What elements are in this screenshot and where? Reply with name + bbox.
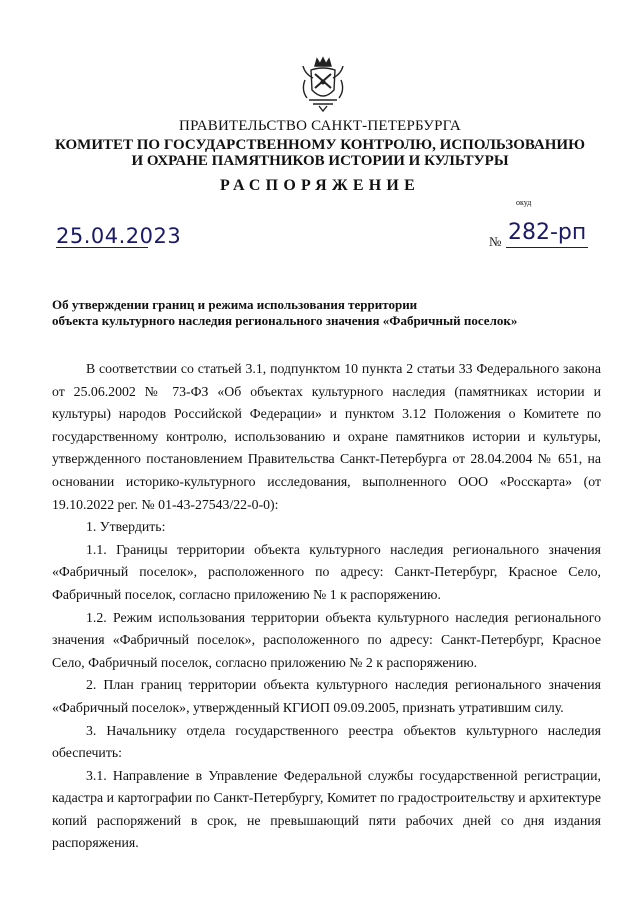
document-subject [52,297,517,329]
committee-title-line1: КОМИТЕТ ПО ГОСУДАРСТВЕННОМУ КОНТРОЛЮ, ИСПОЛЬЗОВАНИЮ [55,137,585,153]
okud-label: окуд [516,198,532,207]
number-sign: № [489,234,502,249]
paragraph-3-1: 3.1. Направление в Управление Федеральной службы государственной регистрации, кадастра и картографии по Санкт-Петербургу, Комитет по градостроительству и архитектуре копий распоряжений в срок, не превышающий пяти рабочих дней со дня издания распоряжения. [52,767,601,851]
paragraph-preamble: В соответствии со статьей 3.1, подпунктом 10 пункта 2 статьи 33 Федерального закона от 25.06.2002 № 73-ФЗ «Об объектах культурного наследия (памятниках истории и культуры) народов Российской Федерации» и пунктом 3.12 Положения о Комитете по государственному контролю, использованию и охране памятников истории и культуры, утвержденного постановлением Правительства Санкт-Петербурга от 28.04.2004 № 651, на основании историко-культурного исследования, выполненного ООО «Росскарта» (от 19.10.2022 рег. № 01-43-27543/22-0-0): [52,361,601,512]
committee-title-line2: И ОХРАНЕ ПАМЯТНИКОВ ИСТОРИИ И КУЛЬТУРЫ [131,153,509,169]
subject-line1: Об утверждении границ и режима использования территории [52,297,418,312]
paragraph-1: 1. Утвердить: [86,519,166,535]
committee-title [0,137,640,169]
paragraph-2: 2. План границ территории объекта культурного наследия регионального значения «Фабричный поселок», утвержденный КГИОП 09.09.2005, признать утратившим силу. [52,677,601,715]
paragraph-1-1: 1.1. Границы территории объекта культурного наследия регионального значения «Фабричный поселок», расположенного по адресу: Санкт-Петербург, Красное Село, Фабричный поселок, согласно приложению № 1 к распоряжению. [52,541,601,602]
document-date: 25.04.2023 [56,224,182,248]
date-underline [56,247,148,248]
subject-line2: объекта культурного наследия регионального значения «Фабричный поселок» [52,313,518,328]
coat-of-arms-icon [299,56,347,112]
document-body [52,358,601,855]
government-title: ПРАВИТЕЛЬСТВО САНКТ-ПЕТЕРБУРГА [179,118,461,134]
document-number: 282-рп [508,220,587,245]
number-underline [506,247,588,248]
paragraph-3: 3. Начальнику отдела государственного реестра объектов культурного наследия обеспечить: [52,722,601,761]
paragraph-1-2: 1.2. Режим использования территории объекта культурного наследия регионального значения «Фабричный поселок», расположенного по адресу: Санкт-Петербург, Красное Село, Фабричный поселок, согласно приложению № 2 к распоряжению. [52,609,601,670]
document-type: РАСПОРЯЖЕНИЕ [220,177,420,194]
